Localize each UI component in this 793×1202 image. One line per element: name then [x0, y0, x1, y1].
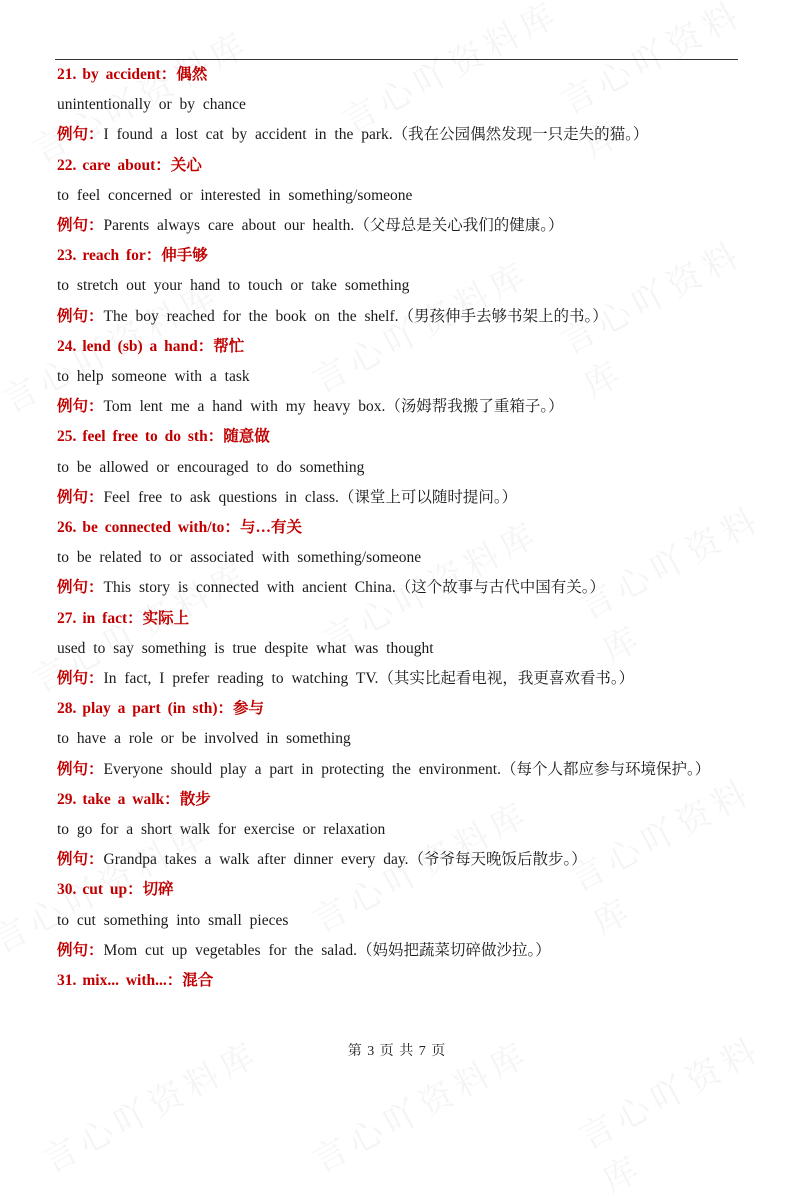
- entry-heading: [57, 604, 747, 634]
- example-separator: ：: [88, 670, 104, 688]
- entry-heading: [57, 60, 747, 90]
- vocab-entry: [57, 332, 747, 423]
- entry-heading: [57, 694, 747, 724]
- entry-phrase: care about: [82, 156, 156, 174]
- vocab-entry: [57, 513, 747, 604]
- entry-number: 22.: [57, 156, 77, 174]
- entry-separator: ：: [197, 337, 214, 355]
- entry-heading: [57, 422, 747, 452]
- example-label: 例句: [57, 941, 89, 959]
- entry-meaning: 切碎: [142, 881, 174, 899]
- entry-heading: [57, 966, 747, 996]
- example-label: 例句: [57, 851, 89, 869]
- vocab-entry: [57, 785, 747, 876]
- entry-meaning: 参与: [233, 700, 265, 718]
- vocab-entry: [57, 875, 747, 966]
- entry-heading: [57, 332, 747, 362]
- entry-separator: ：: [160, 66, 177, 83]
- example-sentence: Parents always care about our health.（父母总是关心我们的健康。）: [103, 217, 564, 235]
- example-sentence: I found a lost cat by accident in the park.（我在公园偶然发现一只走失的猫。）: [103, 126, 649, 144]
- entry-definition: to cut something into small pieces: [57, 911, 289, 929]
- example-label: 例句: [57, 488, 89, 506]
- entry-meaning: 实际上: [142, 609, 190, 627]
- entry-definition: used to say something is true despite what was thought: [57, 639, 434, 657]
- example-separator: ：: [88, 488, 104, 506]
- entry-phrase: be connected with/to: [82, 519, 225, 537]
- entry-definition: to stretch out your hand to touch or take something: [57, 277, 410, 295]
- entry-separator: ：: [127, 881, 143, 899]
- entry-number: 29.: [57, 790, 77, 808]
- example-separator: ：: [88, 941, 104, 959]
- entry-example: [57, 483, 747, 513]
- entry-definition: to be related to or associated with something/someone: [57, 549, 422, 567]
- entry-example: [57, 211, 747, 241]
- entry-example: [57, 755, 747, 785]
- entry-number: 28.: [57, 700, 77, 718]
- entry-heading: [57, 241, 747, 271]
- entry-separator: ：: [145, 247, 162, 265]
- entry-separator: ：: [166, 972, 183, 990]
- example-label: 例句: [57, 126, 89, 144]
- example-separator: ：: [88, 126, 104, 144]
- entry-number: 21.: [57, 66, 77, 83]
- entry-meaning: 与…有关: [239, 519, 302, 537]
- entry-phrase: mix... with...: [82, 972, 167, 990]
- entry-number: 23.: [57, 247, 77, 265]
- entry-separator: ：: [127, 609, 143, 627]
- entry-example: [57, 573, 747, 603]
- example-label: 例句: [57, 579, 89, 597]
- entry-phrase: lend (sb) a hand: [82, 337, 198, 355]
- entry-meaning: 偶然: [176, 66, 208, 83]
- example-sentence: Everyone should play a part in protecting the environment.（每个人都应参与环境保护。）: [103, 760, 711, 778]
- vocab-entry: [57, 694, 747, 785]
- example-sentence: Mom cut up vegetables for the salad.（妈妈把蔬菜切碎做沙拉。）: [103, 941, 551, 959]
- entry-separator: ：: [155, 156, 171, 174]
- example-separator: ：: [88, 217, 104, 235]
- entry-phrase: in fact: [82, 609, 128, 627]
- entry-phrase: reach for: [82, 247, 146, 265]
- entry-number: 25.: [57, 428, 77, 446]
- vocab-entry: [57, 422, 747, 513]
- example-sentence: The boy reached for the book on the shelf.（男孩伸手去够书架上的书。）: [103, 307, 608, 325]
- entry-phrase: take a walk: [82, 790, 165, 808]
- entry-definition: to go for a short walk for exercise or relaxation: [57, 821, 386, 839]
- example-sentence: Grandpa takes a walk after dinner every day.（爷爷每天晚饭后散步。）: [103, 851, 587, 869]
- entry-definition: to have a role or be involved in something: [57, 730, 351, 748]
- entry-heading: [57, 785, 747, 815]
- entry-definition: to be allowed or encouraged to do something: [57, 458, 365, 476]
- entry-number: 30.: [57, 881, 77, 899]
- example-label: 例句: [57, 307, 89, 325]
- entry-meaning: 帮忙: [213, 337, 245, 355]
- example-label: 例句: [57, 670, 89, 688]
- entry-example: [57, 120, 747, 150]
- example-sentence: In fact, I prefer reading to watching TV.（其实比起看电视，我更喜欢看书。）: [103, 670, 635, 688]
- entry-phrase: by accident: [82, 66, 161, 83]
- entry-meaning: 伸手够: [161, 247, 208, 265]
- entry-example: [57, 302, 747, 332]
- entry-separator: ：: [217, 700, 234, 718]
- vocab-entry: [57, 966, 747, 996]
- vocab-entry: [57, 151, 747, 242]
- entry-definition: to feel concerned or interested in something/someone: [57, 186, 413, 204]
- entry-number: 24.: [57, 337, 77, 355]
- entry-heading: [57, 151, 747, 181]
- entry-definition: unintentionally or by chance: [57, 96, 246, 114]
- entry-meaning: 随意做: [223, 428, 270, 446]
- entry-example: [57, 664, 747, 694]
- example-separator: ：: [88, 579, 104, 597]
- vocab-entry: [57, 604, 747, 695]
- example-separator: ：: [88, 760, 104, 778]
- entry-number: 26.: [57, 519, 77, 537]
- entry-example: [57, 845, 747, 875]
- vocab-entry: [57, 241, 747, 332]
- entry-meaning: 散步: [179, 790, 211, 808]
- entry-phrase: cut up: [82, 881, 128, 899]
- example-sentence: This story is connected with ancient China.（这个故事与古代中国有关。）: [103, 579, 605, 597]
- example-separator: ：: [88, 307, 104, 325]
- entry-phrase: play a part (in sth): [82, 700, 218, 718]
- entry-example: [57, 936, 747, 966]
- entry-definition: to help someone with a task: [57, 368, 250, 386]
- entry-number: 27.: [57, 609, 77, 627]
- entry-separator: ：: [164, 790, 180, 808]
- entry-example: [57, 392, 747, 422]
- entry-separator: ：: [224, 519, 240, 537]
- example-label: 例句: [57, 760, 89, 778]
- example-separator: ：: [88, 851, 104, 869]
- entry-heading: [57, 875, 747, 905]
- entry-meaning: 关心: [170, 156, 202, 174]
- vocab-entry: [57, 60, 747, 151]
- entry-number: 31.: [57, 972, 77, 990]
- example-sentence: Feel free to ask questions in class.（课堂上可以随时提问。）: [103, 488, 518, 506]
- vocabulary-list: [57, 60, 747, 996]
- example-sentence: Tom lent me a hand with my heavy box.（汤姆帮我搬了重箱子。）: [103, 398, 564, 416]
- entry-meaning: 混合: [182, 972, 214, 990]
- example-separator: ：: [88, 398, 104, 416]
- page-number: 第 3 页 共 7 页: [347, 1044, 446, 1059]
- example-label: 例句: [57, 398, 89, 416]
- entry-phrase: feel free to do sth: [82, 428, 208, 446]
- entry-separator: ：: [207, 428, 224, 446]
- entry-heading: [57, 513, 747, 543]
- example-label: 例句: [57, 217, 89, 235]
